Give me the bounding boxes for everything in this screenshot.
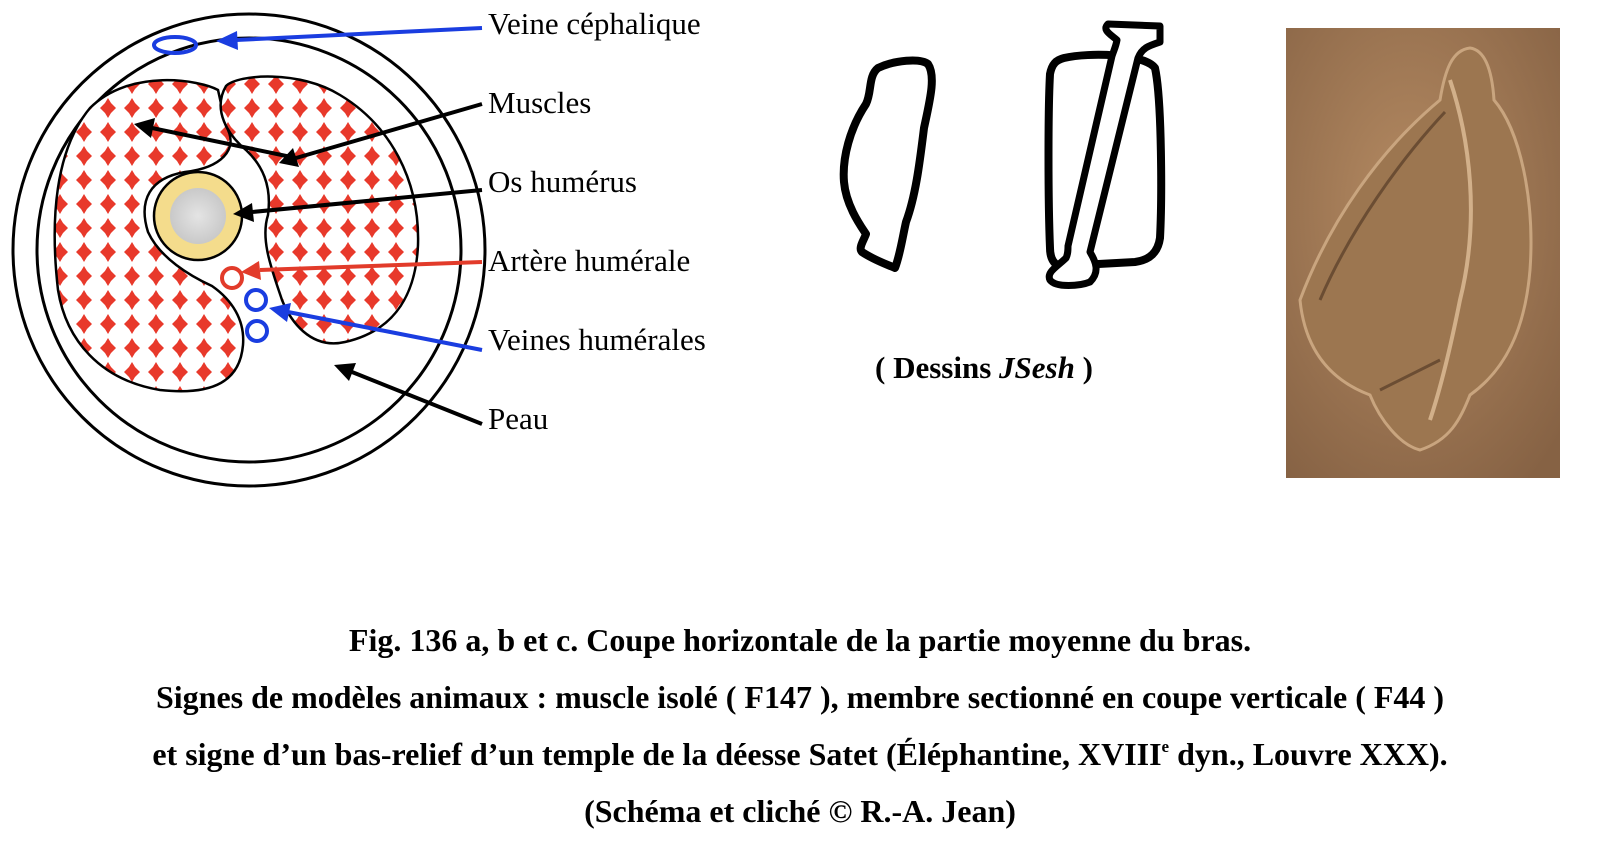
bas-relief-photo [1286, 28, 1560, 478]
label-veine-cephalique: Veine céphalique [488, 6, 701, 41]
hieroglyph-muscle-f147 [844, 61, 932, 268]
hieroglyph-credit [875, 350, 1093, 386]
caption-line-3b: dyn., Louvre XXX). [1169, 736, 1448, 772]
label-os-humerus: Os humérus [488, 164, 637, 199]
caption-line-3 [0, 726, 1600, 783]
caption-line-4: (Schéma et cliché © R.-A. Jean) [584, 793, 1016, 829]
credit-suffix: ) [1074, 350, 1093, 385]
caption-line-1: Fig. 136 a, b et c. Coupe horizontale de la partie moyenne du bras. [348, 622, 1252, 658]
credit-software: JSesh [999, 350, 1075, 385]
humerus-bone-marrow [170, 188, 226, 244]
figure-caption [0, 612, 1600, 840]
caption-line-2: Signes de modèles animaux : muscle isolé ( F147 ), membre sectionné en coupe verticale ( F44 ) [155, 679, 1445, 715]
label-peau: Peau [488, 401, 549, 436]
label-veines-humerales: Veines humérales [488, 322, 706, 357]
label-artere-humerale: Artère humérale [488, 243, 691, 278]
hieroglyph-limb-f44 [1049, 24, 1162, 286]
label-muscles: Muscles [488, 85, 592, 120]
arm-cross-section [13, 14, 485, 486]
caption-superscript: e [1161, 737, 1170, 756]
credit-prefix: ( Dessins [875, 350, 1000, 385]
caption-line-3a: et signe d’un bas-relief d’un temple de la déesse Satet (Éléphantine, XVIII [152, 736, 1162, 772]
